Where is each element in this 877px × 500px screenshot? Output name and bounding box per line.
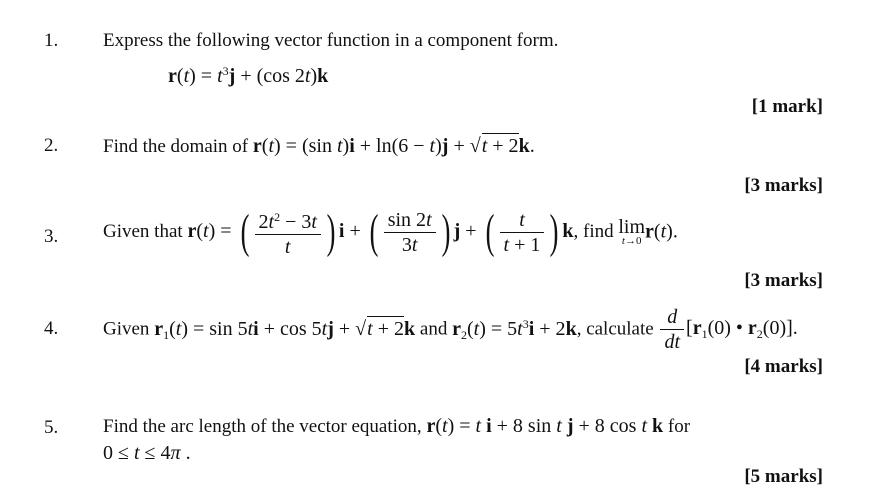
question-2-text: Find the domain of (103, 136, 249, 157)
question-4-equation-r1: $r_1(t) = \sin 5ti + \cos 5tj + √t + 2k$ (154, 318, 416, 342)
question-3-number: 3. (44, 226, 59, 247)
question-5-text: Find the arc length of the vector equation, (103, 416, 422, 437)
question-4-derivative: $\frac{d}{dt}$ [$r_1(0)$ • $r_2(0)$]. (658, 317, 797, 339)
question-1-number: 1. (44, 30, 59, 51)
question-3-marks: [3 marks] (744, 270, 823, 291)
question-4-calc-text: , calculate (576, 318, 654, 340)
question-4-marks: [4 marks] (744, 356, 823, 377)
question-1-equation: $r(t) = t^3j + (\cos$ 2t)k (168, 64, 329, 87)
question-4-and-text: and (419, 318, 448, 340)
question-4-text: Given (103, 318, 150, 340)
question-5-interval: 0 ≤ t ≤ 4π . (103, 442, 191, 464)
question-5-number: 5. (44, 417, 59, 438)
question-4-line (103, 305, 798, 354)
question-5-line (103, 415, 690, 438)
question-1-marks: [1 mark] (751, 96, 823, 117)
question-4-number: 4. (44, 318, 59, 339)
question-4-equation-r2: $r_2(t) = 5t^3i + 2k$ (452, 316, 577, 342)
question-3-line: Given that r(t) = ( $\frac{2t^2 - 3t}{t}$ ) i + ( $\frac{\sin 2t}{3t}$ ) j + ( $\frac{t}{t + 1}$ ) k, find lim t→0 r(t). (103, 205, 678, 258)
question-5-equation: r(t) = t i + 8 sin t j + 8 cos t k (426, 415, 664, 437)
question-2-marks: [3 marks] (744, 175, 823, 196)
question-3-find-text: , find (573, 221, 614, 242)
question-3-limit: lim t→0 (618, 216, 646, 247)
question-5-for-text: for (667, 416, 691, 437)
question-2-line (103, 133, 535, 158)
question-2-number: 2. (44, 135, 59, 156)
question-3-text: Given that (103, 221, 183, 242)
question-3-equation: r(t) = ( $\frac{2t^2 - 3t}{t}$ ) i + ( $\frac{\sin 2t}{3t}$ ) j + ( $\frac{t}{t + 1}$ ) k (187, 205, 574, 258)
question-1-text: Express the following vector function in a component form. (103, 30, 559, 51)
question-2-equation: r(t) = (sin t)i + ln(6 − t)j + √t + 2k. (252, 135, 535, 157)
question-5-marks: [5 marks] (744, 466, 823, 487)
